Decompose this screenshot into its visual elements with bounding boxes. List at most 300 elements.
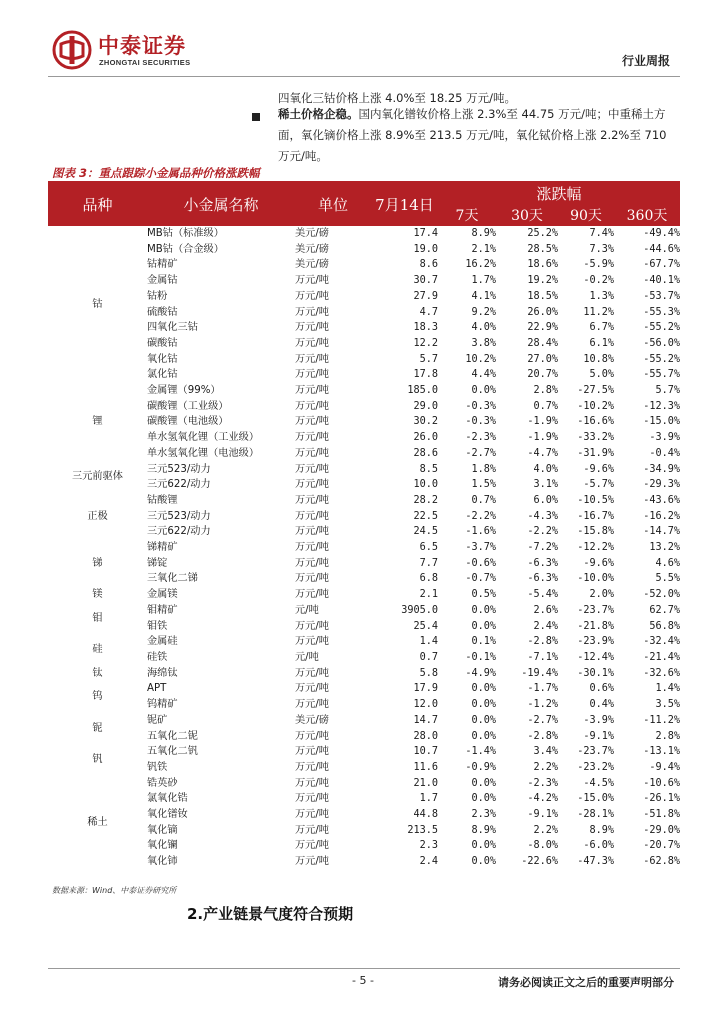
unit-cell: 万元/吨: [295, 573, 329, 585]
price-cell: 28.0: [413, 730, 438, 742]
change-7d-cell: 0.1%: [471, 636, 496, 648]
change-7d-cell: 9.2%: [471, 306, 496, 318]
change-7d-cell: 0.0%: [471, 385, 496, 397]
price-cell: 18.3: [413, 322, 438, 334]
unit-cell: 万元/吨: [295, 809, 329, 821]
change-30d-cell: 4.0%: [533, 463, 558, 475]
change-30d-cell: -2.3%: [527, 777, 558, 789]
metal-name-cell: MB钴（标准级）: [147, 228, 224, 239]
change-7d-cell: 0.7%: [471, 494, 496, 506]
unit-cell: 万元/吨: [295, 526, 329, 538]
change-90d-cell: -23.7%: [577, 604, 614, 616]
metal-name-cell: 金属锂（99%）: [147, 385, 221, 397]
unit-cell: 万元/吨: [295, 463, 329, 475]
price-cell: 185.0: [407, 385, 438, 397]
change-7d-cell: 0.0%: [471, 714, 496, 726]
unit-cell: 万元/吨: [295, 306, 329, 318]
unit-cell: 万元/吨: [295, 510, 329, 522]
change-30d-cell: 3.4%: [533, 746, 558, 758]
price-cell: 6.8: [419, 573, 438, 585]
price-cell: 19.0: [413, 243, 438, 255]
unit-cell: 万元/吨: [295, 856, 329, 868]
metal-name-cell: 金属硅: [147, 636, 178, 648]
metal-name-cell: 碳酸锂（工业级）: [147, 400, 229, 412]
price-cell: 17.9: [413, 683, 438, 695]
change-90d-cell: -15.0%: [577, 793, 614, 805]
category-cell: 硅: [92, 644, 103, 656]
unit-cell: 万元/吨: [295, 400, 329, 412]
change-360d-cell: -21.4%: [643, 651, 681, 663]
change-30d-cell: 26.0%: [527, 306, 558, 318]
table-body: [48, 226, 680, 870]
price-cell: 17.4: [413, 228, 438, 239]
change-30d-cell: 2.6%: [533, 604, 558, 616]
metal-name-cell: 三元523/动力: [147, 510, 211, 522]
change-7d-cell: -0.7%: [465, 573, 496, 585]
change-30d-cell: -6.3%: [527, 557, 558, 569]
change-7d-cell: -0.3%: [465, 400, 496, 412]
unit-cell: 万元/吨: [295, 353, 329, 365]
change-90d-cell: -30.1%: [577, 667, 614, 679]
price-cell: 29.0: [413, 400, 438, 412]
price-cell: 5.8: [419, 667, 438, 679]
metal-name-cell: 钴精矿: [147, 259, 178, 271]
header-90d: 90天: [558, 204, 614, 226]
change-7d-cell: -1.4%: [465, 746, 496, 758]
price-cell: 11.6: [413, 761, 438, 773]
change-360d-cell: -10.6%: [643, 777, 681, 789]
change-7d-cell: 0.0%: [471, 620, 496, 632]
change-30d-cell: -2.8%: [527, 730, 558, 742]
category-cell: 锂: [92, 416, 103, 428]
metal-name-cell: 钼精矿: [147, 604, 178, 616]
change-90d-cell: 6.7%: [589, 322, 614, 334]
metal-name-cell: 碳酸钴: [147, 337, 178, 349]
change-7d-cell: 0.0%: [471, 793, 496, 805]
metal-name-cell: 硅铁: [147, 651, 168, 663]
metal-name-cell: 氧化镝: [147, 824, 178, 836]
header-date: 7月14日: [371, 182, 438, 226]
table-row: [48, 226, 680, 242]
unit-cell: 万元/吨: [295, 369, 329, 381]
change-30d-cell: -1.9%: [527, 416, 558, 428]
change-90d-cell: -27.5%: [577, 385, 614, 397]
change-90d-cell: 0.6%: [589, 683, 614, 695]
change-90d-cell: -16.6%: [577, 416, 614, 428]
change-7d-cell: 0.0%: [471, 730, 496, 742]
rare-earth-body: 国内氧化镨钕价格上涨 2.3%至 44.75 万元/吨；中重稀土方面，氧化镝价格上涨 8.9%至 213.5 万元/吨，氧化铽价格上涨 2.2%至 710 万元/吨。: [278, 107, 667, 163]
metal-name-cell: 钒铁: [147, 761, 168, 773]
metal-name-cell: 氧化钴: [147, 353, 178, 365]
change-30d-cell: 22.9%: [527, 322, 558, 334]
change-360d-cell: 3.5%: [655, 699, 681, 711]
price-cell: 10.7: [413, 746, 438, 758]
metal-name-cell: 四氧化三钴: [147, 322, 198, 334]
change-30d-cell: 2.2%: [533, 824, 558, 836]
change-7d-cell: -0.6%: [465, 557, 496, 569]
cobalt-oxide-text: 四氧化三钴价格上涨 4.0%至 18.25 万元/吨。: [278, 91, 516, 105]
change-7d-cell: -0.1%: [465, 651, 496, 663]
page-number: - 5 -: [352, 974, 374, 987]
change-90d-cell: -23.9%: [577, 636, 614, 648]
metal-name-cell: 海绵钛: [147, 667, 178, 679]
change-30d-cell: -1.2%: [527, 699, 558, 711]
unit-cell: 万元/吨: [295, 290, 329, 302]
change-360d-cell: -52.0%: [643, 589, 681, 601]
metal-name-cell: MB钴（合金级）: [147, 243, 224, 255]
table-row: [48, 493, 680, 509]
change-360d-cell: -11.2%: [643, 714, 681, 726]
report-type: 行业周报: [621, 54, 670, 68]
metal-name-cell: 五氧化二钒: [147, 746, 198, 758]
change-360d-cell: -26.1%: [643, 793, 681, 805]
price-cell: 8.5: [419, 463, 438, 475]
change-90d-cell: -12.4%: [577, 651, 614, 663]
price-cell: 24.5: [413, 526, 438, 538]
change-90d-cell: -0.2%: [583, 275, 614, 287]
change-30d-cell: -9.1%: [527, 809, 558, 821]
price-cell: 14.7: [413, 714, 438, 726]
section-heading: 2.产业链景气度符合预期: [187, 905, 354, 923]
change-360d-cell: -12.3%: [643, 400, 681, 412]
price-cell: 21.0: [413, 777, 438, 789]
unit-cell: 万元/吨: [295, 557, 329, 569]
category-cell: 钴: [92, 298, 103, 310]
unit-cell: 万元/吨: [295, 275, 329, 287]
rare-earth-paragraph: [278, 104, 674, 167]
change-360d-cell: -49.4%: [643, 228, 681, 239]
change-90d-cell: -16.7%: [577, 510, 614, 522]
change-360d-cell: -51.8%: [643, 809, 681, 821]
table-row: [48, 634, 680, 650]
change-360d-cell: 5.7%: [655, 385, 681, 397]
header-metal-name: 小金属名称: [147, 182, 295, 226]
unit-cell: 万元/吨: [295, 416, 329, 428]
change-90d-cell: -9.6%: [583, 463, 614, 475]
price-cell: 2.4: [419, 856, 438, 868]
change-90d-cell: 11.2%: [583, 306, 614, 318]
change-7d-cell: 0.0%: [471, 840, 496, 852]
category-cell: 稀土: [87, 816, 108, 828]
unit-cell: 万元/吨: [295, 479, 329, 491]
change-30d-cell: -2.2%: [527, 526, 558, 538]
change-30d-cell: -1.9%: [527, 432, 558, 444]
metal-name-cell: 三元622/动力: [147, 526, 211, 538]
data-source-note: 数据来源：Wind、中泰证券研究所: [52, 886, 177, 895]
metal-name-cell: 铌矿: [147, 714, 168, 726]
change-30d-cell: 20.7%: [527, 369, 558, 381]
change-360d-cell: -20.7%: [643, 840, 681, 852]
change-7d-cell: 0.0%: [471, 604, 496, 616]
category-cell: 三元前驱体: [72, 471, 123, 483]
change-360d-cell: 1.4%: [655, 683, 681, 695]
change-7d-cell: 3.8%: [471, 337, 496, 349]
category-cell: 钒: [92, 754, 103, 766]
change-90d-cell: -31.9%: [577, 447, 614, 459]
category-cell: 钼: [92, 612, 103, 624]
change-90d-cell: -21.8%: [577, 620, 614, 632]
header-30d: 30天: [496, 204, 558, 226]
metal-name-cell: 钨精矿: [147, 699, 178, 711]
change-30d-cell: -4.7%: [527, 447, 558, 459]
change-90d-cell: 2.0%: [589, 589, 614, 601]
unit-cell: 万元/吨: [295, 730, 329, 742]
unit-cell: 万元/吨: [295, 824, 329, 836]
change-7d-cell: 16.2%: [465, 259, 496, 271]
metal-name-cell: 锑锭: [147, 557, 168, 569]
unit-cell: 万元/吨: [295, 385, 329, 397]
disclaimer-note: 请务必阅读正文之后的重要声明部分: [498, 976, 674, 989]
change-90d-cell: -5.7%: [583, 479, 614, 491]
change-30d-cell: -7.1%: [527, 651, 558, 663]
price-cell: 25.4: [413, 620, 438, 632]
change-90d-cell: 8.9%: [589, 824, 614, 836]
price-cell: 3905.0: [401, 604, 438, 616]
metal-name-cell: APT: [147, 683, 167, 695]
change-90d-cell: -5.9%: [583, 259, 614, 271]
price-cell: 22.5: [413, 510, 438, 522]
price-cell: 5.7: [419, 353, 438, 365]
change-90d-cell: -23.2%: [577, 761, 614, 773]
change-90d-cell: -47.3%: [577, 856, 614, 868]
metal-name-cell: 单水氢氧化锂（电池级）: [147, 447, 260, 459]
change-360d-cell: -40.1%: [643, 275, 681, 287]
unit-cell: 万元/吨: [295, 793, 329, 805]
unit-cell: 万元/吨: [295, 777, 329, 789]
change-360d-cell: -53.7%: [643, 290, 681, 302]
price-cell: 10.0: [413, 479, 438, 491]
unit-cell: 万元/吨: [295, 432, 329, 444]
change-90d-cell: -23.7%: [577, 746, 614, 758]
unit-cell: 万元/吨: [295, 447, 329, 459]
price-cell: 30.7: [413, 275, 438, 287]
change-30d-cell: -1.7%: [527, 683, 558, 695]
change-90d-cell: -10.2%: [577, 400, 614, 412]
change-30d-cell: 2.8%: [533, 385, 558, 397]
change-360d-cell: -55.7%: [643, 369, 681, 381]
figure-title: 图表 3：重点跟踪小金属品种价格涨跌幅: [52, 166, 260, 180]
price-cell: 4.7: [419, 306, 438, 318]
change-7d-cell: -2.3%: [465, 432, 496, 444]
price-cell: 213.5: [407, 824, 438, 836]
metal-name-cell: 碳酸锂（电池级）: [147, 416, 229, 428]
price-cell: 12.0: [413, 699, 438, 711]
unit-cell: 万元/吨: [295, 620, 329, 632]
change-30d-cell: 27.0%: [527, 353, 558, 365]
footer-divider: [48, 968, 680, 969]
change-360d-cell: -32.4%: [643, 636, 681, 648]
price-cell: 1.4: [419, 636, 438, 648]
change-7d-cell: 0.0%: [471, 777, 496, 789]
price-cell: 27.9: [413, 290, 438, 302]
category-cell: 钛: [92, 667, 103, 679]
metal-name-cell: 单水氢氧化锂（工业级）: [147, 432, 260, 444]
change-90d-cell: 7.3%: [589, 243, 614, 255]
metal-name-cell: 金属钴: [147, 275, 178, 287]
change-360d-cell: -9.4%: [649, 761, 681, 773]
change-30d-cell: -2.8%: [527, 636, 558, 648]
change-360d-cell: -67.7%: [643, 259, 681, 271]
change-360d-cell: -56.0%: [643, 337, 681, 349]
change-7d-cell: 0.5%: [471, 589, 496, 601]
change-7d-cell: -4.9%: [465, 667, 496, 679]
change-90d-cell: -6.0%: [583, 840, 614, 852]
change-7d-cell: -0.9%: [465, 761, 496, 773]
change-360d-cell: -14.7%: [643, 526, 681, 538]
unit-cell: 万元/吨: [295, 683, 329, 695]
change-7d-cell: 0.0%: [471, 699, 496, 711]
change-360d-cell: -44.6%: [643, 243, 681, 255]
price-cell: 30.2: [413, 416, 438, 428]
metal-name-cell: 氯氧化锆: [147, 793, 188, 805]
change-360d-cell: 56.8%: [649, 620, 681, 632]
price-cell: 1.7: [419, 793, 438, 805]
logo-chinese-name: 中泰证券: [98, 34, 186, 58]
table-row: [48, 713, 680, 729]
header-unit: 单位: [295, 182, 371, 226]
change-7d-cell: 4.0%: [471, 322, 496, 334]
change-7d-cell: 1.7%: [471, 275, 496, 287]
change-360d-cell: -0.4%: [649, 447, 681, 459]
unit-cell: 万元/吨: [295, 494, 329, 506]
change-90d-cell: 5.0%: [589, 369, 614, 381]
price-change-table: [48, 182, 680, 870]
unit-cell: 美元/磅: [295, 228, 329, 239]
change-90d-cell: -12.2%: [577, 542, 614, 554]
page-header: [0, 0, 724, 80]
change-90d-cell: -9.6%: [583, 557, 614, 569]
change-90d-cell: 10.8%: [583, 353, 614, 365]
change-7d-cell: 0.0%: [471, 683, 496, 695]
change-360d-cell: -16.2%: [643, 510, 681, 522]
unit-cell: 万元/吨: [295, 322, 329, 334]
change-7d-cell: 1.8%: [471, 463, 496, 475]
metal-name-cell: 钴酸锂: [147, 494, 178, 506]
price-cell: 2.1: [419, 589, 438, 601]
unit-cell: 万元/吨: [295, 840, 329, 852]
change-30d-cell: -19.4%: [521, 667, 558, 679]
metal-name-cell: 硫酸钴: [147, 306, 178, 318]
change-30d-cell: 0.7%: [533, 400, 558, 412]
header-category: 品种: [48, 182, 147, 226]
change-90d-cell: -10.5%: [577, 494, 614, 506]
change-360d-cell: -34.9%: [643, 463, 681, 475]
table-row: [48, 681, 680, 697]
table-row: [48, 383, 680, 399]
table-row: [48, 540, 680, 556]
metal-name-cell: 氧化镧: [147, 840, 178, 852]
price-cell: 26.0: [413, 432, 438, 444]
category-cell: 镁: [92, 589, 103, 601]
table-row: [48, 776, 680, 792]
category-cell: 铌: [92, 722, 103, 734]
price-cell: 12.2: [413, 337, 438, 349]
header-change: 涨跌幅: [438, 182, 680, 204]
change-360d-cell: -43.6%: [643, 494, 681, 506]
change-360d-cell: -62.8%: [643, 856, 681, 868]
table-row: [48, 462, 680, 478]
change-7d-cell: -0.3%: [465, 416, 496, 428]
price-cell: 28.2: [413, 494, 438, 506]
metal-name-cell: 氯化钴: [147, 369, 178, 381]
rare-earth-lead: 稀土价格企稳。: [278, 107, 359, 121]
change-30d-cell: -4.3%: [527, 510, 558, 522]
metal-name-cell: 锑精矿: [147, 542, 178, 554]
unit-cell: 万元/吨: [295, 337, 329, 349]
change-360d-cell: -13.1%: [643, 746, 681, 758]
change-7d-cell: 2.1%: [471, 243, 496, 255]
change-30d-cell: 28.5%: [527, 243, 558, 255]
header-7d: 7天: [438, 204, 496, 226]
unit-cell: 美元/磅: [295, 243, 329, 255]
bullet-square-icon: [252, 113, 260, 121]
unit-cell: 元/吨: [295, 651, 319, 663]
change-360d-cell: 62.7%: [649, 604, 681, 616]
change-360d-cell: -55.2%: [643, 353, 681, 365]
change-7d-cell: 2.3%: [471, 809, 496, 821]
metal-name-cell: 氧化镨钕: [147, 809, 188, 821]
metal-name-cell: 钴粉: [147, 290, 168, 302]
change-30d-cell: 2.2%: [533, 761, 558, 773]
change-360d-cell: -32.6%: [643, 667, 681, 679]
unit-cell: 元/吨: [295, 604, 319, 616]
price-cell: 8.6: [419, 259, 438, 271]
change-30d-cell: 25.2%: [527, 228, 558, 239]
metal-name-cell: 五氧化二铌: [147, 730, 198, 742]
change-7d-cell: 10.2%: [465, 353, 496, 365]
change-30d-cell: -8.0%: [527, 840, 558, 852]
price-cell: 0.7: [419, 651, 438, 663]
change-30d-cell: 19.2%: [527, 275, 558, 287]
price-cell: 44.8: [413, 809, 438, 821]
change-7d-cell: 8.9%: [471, 228, 496, 239]
unit-cell: 万元/吨: [295, 589, 329, 601]
change-7d-cell: 1.5%: [471, 479, 496, 491]
unit-cell: 万元/吨: [295, 636, 329, 648]
change-30d-cell: 18.5%: [527, 290, 558, 302]
change-30d-cell: 2.4%: [533, 620, 558, 632]
change-30d-cell: 3.1%: [533, 479, 558, 491]
change-90d-cell: -28.1%: [577, 809, 614, 821]
change-30d-cell: 6.0%: [533, 494, 558, 506]
category-cell: 钨: [92, 691, 103, 703]
change-30d-cell: -22.6%: [521, 856, 558, 868]
change-7d-cell: -2.7%: [465, 447, 496, 459]
metal-name-cell: 钼铁: [147, 620, 168, 632]
change-30d-cell: -5.4%: [527, 589, 558, 601]
change-90d-cell: 1.3%: [589, 290, 614, 302]
price-cell: 7.7: [419, 557, 438, 569]
change-30d-cell: -4.2%: [527, 793, 558, 805]
company-logo-icon: [52, 30, 92, 70]
metal-name-cell: 三元622/动力: [147, 479, 211, 491]
unit-cell: 万元/吨: [295, 761, 329, 773]
change-90d-cell: -3.9%: [583, 714, 614, 726]
unit-cell: 万元/吨: [295, 667, 329, 679]
change-360d-cell: -29.0%: [643, 824, 681, 836]
metal-name-cell: 氧化铈: [147, 856, 178, 868]
change-7d-cell: 0.0%: [471, 856, 496, 868]
price-cell: 28.6: [413, 447, 438, 459]
unit-cell: 万元/吨: [295, 542, 329, 554]
change-30d-cell: 28.4%: [527, 337, 558, 349]
table-row: [48, 587, 680, 603]
price-cell: 17.8: [413, 369, 438, 381]
change-360d-cell: -15.0%: [643, 416, 681, 428]
metal-name-cell: 三元523/动力: [147, 463, 211, 475]
change-90d-cell: 0.4%: [589, 699, 614, 711]
price-cell: 6.5: [419, 542, 438, 554]
